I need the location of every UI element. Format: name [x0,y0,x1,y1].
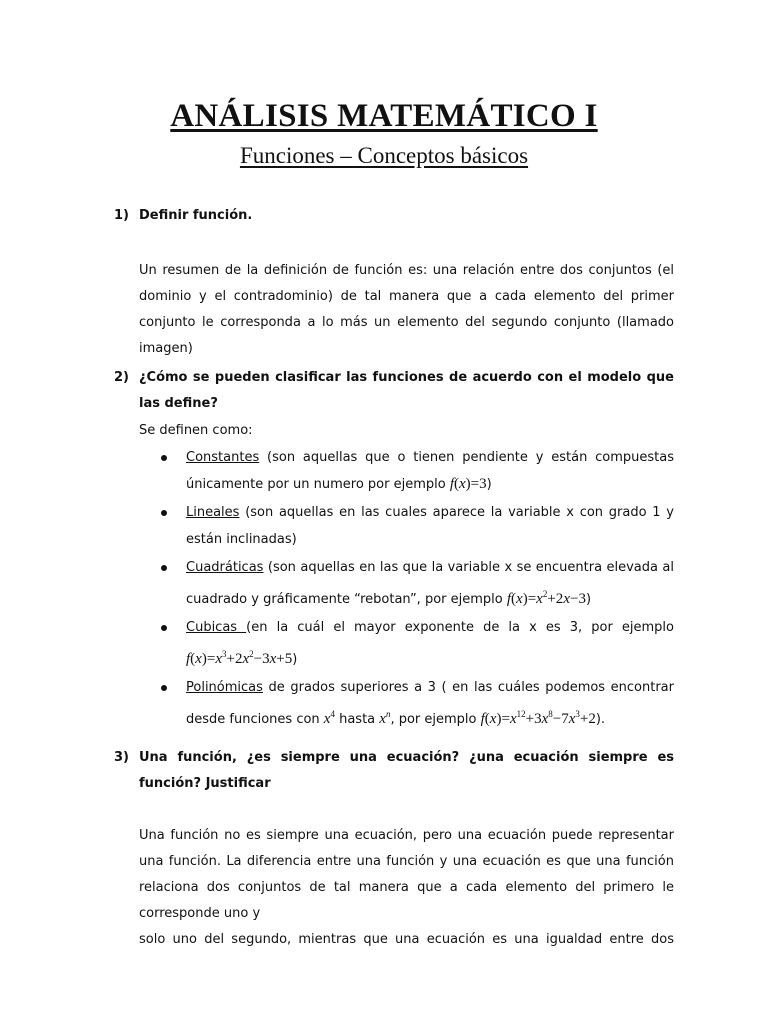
list-item-text: (son aquellas en las que la variable x se encuentra elevada al cuadrado y gráficamente “rebotan”, por ejemplo [186,560,674,607]
list-item [139,674,674,733]
question-text: Definir función. [139,208,253,223]
formula: $f(x)=x^2+2x-3$ [506,589,586,607]
list-item-text: (son aquellas que o tienen pendiente y están compuestas únicamente por un numero por ejemplo [186,450,674,492]
function-types-list [139,444,674,733]
list-item-text: (en la cuál el mayor exponente de la x es 3, por ejemplo [246,620,675,635]
formula: f(x)=3 [449,476,487,492]
list-item-tail: ). [595,712,606,727]
question-3 [114,745,674,797]
answer-1: Un resumen de la definición de función es: una relación entre dos conjuntos (el dominio y el contradominio) de tal manera que a cada elemento del primer conjunto le corresponda a lo más un elemento del segundo conjunto (llamado imagen) [139,263,674,356]
list-item-text: (son aquellas en las cuales aparece la variable x con grado 1 y están inclinadas) [186,505,674,547]
list-item [139,499,674,553]
list-item-term: Lineales [186,505,240,520]
answer-3-text: Una función no es siempre una ecuación, pero una ecuación puede representar una función. La diferencia entre una función y una ecuación es que una función relaciona dos conjuntos de tal manera que a cada elemento del primero le corresponde uno y [139,828,674,921]
list-item-tail: ) [585,592,592,607]
list-item-term: Cubicas [186,620,247,635]
question-number: 3) [114,750,129,765]
list-item [139,444,674,498]
formula: $f(x)=x^3+2x^2-3x+5$ [186,649,293,667]
question-text: ¿Cómo se pueden clasificar las funciones de acuerdo con el modelo que las define? [139,370,674,411]
document-title: ANÁLISIS MATEMÁTICO I [170,98,598,134]
list-item-text-2: , por ejemplo [390,712,481,727]
list-item-mid: hasta [334,712,380,727]
formula: $x^4$ [323,709,335,727]
document-subtitle: Funciones – Conceptos básicos [239,143,529,168]
answer-2-intro: Se definen como: [139,423,253,438]
list-item-tail: ) [292,652,298,667]
bullet-icon [161,625,167,631]
answer-3 [139,823,674,953]
question-number: 2) [114,370,129,385]
list-item-term: Constantes [186,450,260,465]
formula: $x^n$ [379,709,391,727]
bullet-icon [161,455,167,461]
list-item-term: Cuadráticas [186,560,264,575]
question-1 [114,203,674,229]
formula: $f(x)=x^{12}+3x^8-7x^3+2$ [480,709,596,727]
list-item-term: Polinómicas [186,680,263,695]
list-item-tail: ) [486,477,492,492]
list-item [139,614,674,673]
question-number: 1) [114,208,129,223]
question-2 [114,365,674,417]
list-item [139,554,674,613]
question-text: Una función, ¿es siempre una ecuación? ¿una ecuación siempre es función? Justificar [139,750,674,791]
bullet-icon [161,565,167,571]
bullet-icon [161,510,167,516]
bullet-icon [161,685,167,691]
answer-3-last-line: solo uno del segundo, mientras que una ecuación es una igualdad entre dos [139,932,674,947]
list-item-text: de grados superiores a 3 ( en las cuáles podemos encontrar desde funciones con [186,680,674,727]
